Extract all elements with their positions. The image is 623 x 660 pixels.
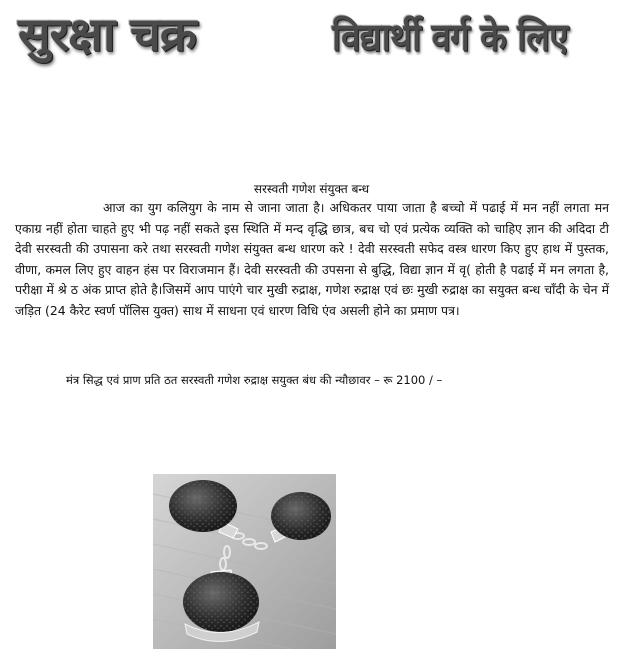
- banner-title: सुरक्षा चक्र: [18, 7, 196, 61]
- rudraksha-image: [153, 474, 336, 649]
- price-line: मंत्र सिद्ध एवं प्राण प्रति ठत सरस्वती गणेश रुद्राक्ष सयुक्त बंध की न्यौछावर – रू 2100 / –: [66, 373, 443, 387]
- article-title: सरस्वती गणेश संयुक्त बन्ध: [253, 182, 370, 196]
- page-banner: [0, 0, 623, 78]
- article-body: आज का युग कलियुग के नाम से जाना जाता है। अधिकतर पाया जाता है बच्चो में पढाई में मन नहीं लगता मन एकाग्र नहीं होता चाहते हुए भी पढ़ नहीं सकते इस स्थिति में मन्द वृद्धि छात्र, बच चो एवं प्रत्येक व्यक्ति को चाहिए ज्ञान की अदिदा टी देवी सरस्वती की उपासना करे तथा सरस्वती गणेश संयुक्त बन्ध धारण करे ! देवी सरस्वती सफेद वस्त्र धारण किए हुए हाथ में पुस्तक, वीणा, कमल लिए हुए वाहन हंस पर विराजमान हैं। देवी सरस्वती की उपसना से बुद्धि, विद्या ज्ञान में वृ( होती है पढाई में मन लगता है, परीक्षा में श्रे ठ अंक प्राप्त होते है।जिसमें आप पाएंगे चार मुखी रुद्राक्ष, गणेश रुद्राक्ष एवं छः मुखी रुद्राक्ष का सयुक्त बन्ध चाँदी के चेन में जड़ित (24 कैरेट स्वर्ण पॉलिस युक्त) साथ में साधना एवं धारण विधि एंव असली होने का प्रमाण पत्र।: [15, 200, 609, 318]
- product-photo: [153, 474, 336, 649]
- banner-subtitle: विद्यार्थी वर्ग के लिए: [332, 15, 568, 59]
